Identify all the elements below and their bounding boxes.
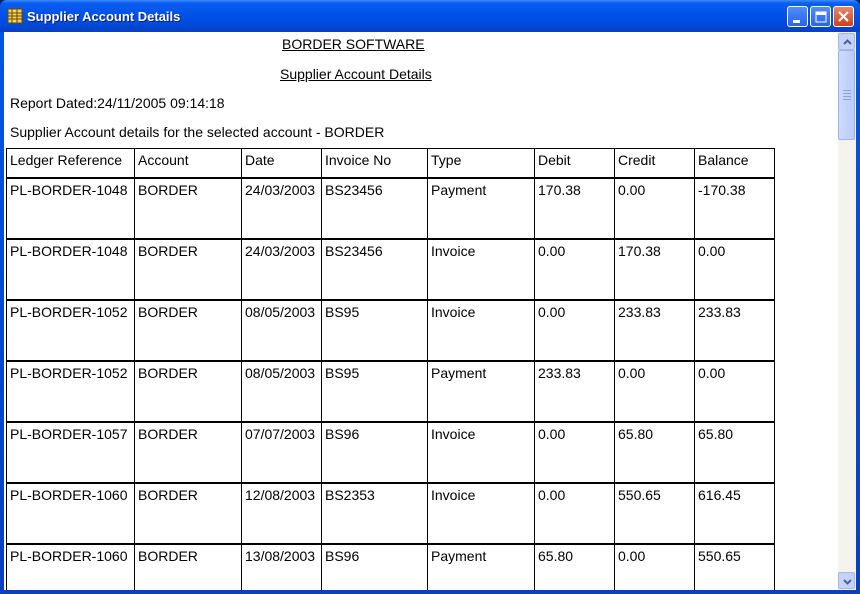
report-date-label: Report Dated: bbox=[10, 95, 98, 111]
cell-balance: 550.65 bbox=[695, 544, 775, 590]
thumb-grip-line bbox=[843, 96, 851, 97]
thumb-grip-line bbox=[843, 99, 851, 100]
scroll-down-button[interactable] bbox=[838, 572, 855, 589]
title-bar[interactable] bbox=[0, 0, 860, 32]
cell-invoice-no: BS95 bbox=[322, 300, 428, 361]
table-row bbox=[7, 422, 775, 483]
cell-ledger-reference: PL-BORDER-1048 bbox=[7, 239, 135, 300]
report-viewer bbox=[4, 32, 856, 590]
cell-debit: 0.00 bbox=[535, 483, 615, 544]
table-row bbox=[7, 178, 775, 239]
table-row bbox=[7, 483, 775, 544]
cell-type: Invoice bbox=[428, 422, 535, 483]
cell-invoice-no: BS23456 bbox=[322, 178, 428, 239]
cell-type: Payment bbox=[428, 178, 535, 239]
cell-debit: 0.00 bbox=[535, 300, 615, 361]
cell-ledger-reference: PL-BORDER-1052 bbox=[7, 361, 135, 422]
report-description: Supplier Account details for the selected account - BORDER bbox=[10, 124, 385, 140]
cell-account: BORDER bbox=[135, 239, 242, 300]
scroll-thumb[interactable] bbox=[838, 50, 855, 140]
cell-type: Invoice bbox=[428, 483, 535, 544]
column-header: Account bbox=[135, 149, 242, 179]
close-icon bbox=[834, 7, 855, 28]
table-row bbox=[7, 544, 775, 590]
cell-account: BORDER bbox=[135, 422, 242, 483]
scroll-up-button[interactable] bbox=[838, 33, 855, 50]
company-name: BORDER SOFTWARE bbox=[282, 36, 425, 52]
cell-credit: 0.00 bbox=[615, 544, 695, 590]
column-header: Balance bbox=[695, 149, 775, 179]
column-header: Type bbox=[428, 149, 535, 179]
thumb-grip-line bbox=[843, 93, 851, 94]
cell-debit: 0.00 bbox=[535, 239, 615, 300]
cell-debit: 0.00 bbox=[535, 422, 615, 483]
cell-balance: 0.00 bbox=[695, 239, 775, 300]
cell-date: 24/03/2003 bbox=[242, 239, 322, 300]
cell-invoice-no: BS96 bbox=[322, 422, 428, 483]
cell-account: BORDER bbox=[135, 300, 242, 361]
window-title: Supplier Account Details bbox=[27, 9, 181, 24]
cell-balance: 233.83 bbox=[695, 300, 775, 361]
cell-date: 24/03/2003 bbox=[242, 178, 322, 239]
cell-ledger-reference: PL-BORDER-1057 bbox=[7, 422, 135, 483]
column-header: Debit bbox=[535, 149, 615, 179]
cell-credit: 170.38 bbox=[615, 239, 695, 300]
report-page bbox=[4, 32, 838, 590]
close-button[interactable] bbox=[833, 6, 854, 27]
cell-date: 08/05/2003 bbox=[242, 300, 322, 361]
cell-credit: 0.00 bbox=[615, 178, 695, 239]
cell-credit: 550.65 bbox=[615, 483, 695, 544]
thumb-grip-line bbox=[843, 90, 851, 91]
cell-date: 13/08/2003 bbox=[242, 544, 322, 590]
scroll-track[interactable] bbox=[838, 140, 855, 572]
cell-type: Invoice bbox=[428, 239, 535, 300]
cell-credit: 65.80 bbox=[615, 422, 695, 483]
report-title: Supplier Account Details bbox=[280, 66, 432, 82]
cell-date: 12/08/2003 bbox=[242, 483, 322, 544]
cell-balance: 616.45 bbox=[695, 483, 775, 544]
cell-invoice-no: BS96 bbox=[322, 544, 428, 590]
spreadsheet-icon bbox=[7, 8, 23, 24]
column-header: Ledger Reference bbox=[7, 149, 135, 179]
cell-date: 08/05/2003 bbox=[242, 361, 322, 422]
minimize-icon bbox=[788, 7, 809, 28]
ledger-table bbox=[6, 148, 775, 590]
cell-ledger-reference: PL-BORDER-1052 bbox=[7, 300, 135, 361]
cell-date: 07/07/2003 bbox=[242, 422, 322, 483]
cell-balance: 0.00 bbox=[695, 361, 775, 422]
cell-ledger-reference: PL-BORDER-1060 bbox=[7, 483, 135, 544]
cell-ledger-reference: PL-BORDER-1060 bbox=[7, 544, 135, 590]
cell-invoice-no: BS95 bbox=[322, 361, 428, 422]
table-row bbox=[7, 361, 775, 422]
cell-credit: 233.83 bbox=[615, 300, 695, 361]
maximize-button[interactable] bbox=[810, 6, 831, 27]
chevron-down-icon bbox=[839, 573, 856, 590]
vertical-scrollbar[interactable] bbox=[838, 32, 856, 590]
cell-type: Payment bbox=[428, 544, 535, 590]
cell-type: Invoice bbox=[428, 300, 535, 361]
cell-invoice-no: BS2353 bbox=[322, 483, 428, 544]
chevron-up-icon bbox=[839, 34, 856, 51]
report-date-value: 24/11/2005 09:14:18 bbox=[97, 95, 225, 111]
cell-debit: 233.83 bbox=[535, 361, 615, 422]
cell-credit: 0.00 bbox=[615, 361, 695, 422]
cell-ledger-reference: PL-BORDER-1048 bbox=[7, 178, 135, 239]
column-header: Credit bbox=[615, 149, 695, 179]
cell-type: Payment bbox=[428, 361, 535, 422]
cell-account: BORDER bbox=[135, 178, 242, 239]
cell-account: BORDER bbox=[135, 361, 242, 422]
cell-account: BORDER bbox=[135, 544, 242, 590]
cell-debit: 65.80 bbox=[535, 544, 615, 590]
table-row bbox=[7, 300, 775, 361]
column-header: Invoice No bbox=[322, 149, 428, 179]
cell-balance: 65.80 bbox=[695, 422, 775, 483]
cell-account: BORDER bbox=[135, 483, 242, 544]
column-header: Date bbox=[242, 149, 322, 179]
minimize-button[interactable] bbox=[787, 6, 808, 27]
maximize-icon bbox=[811, 7, 832, 28]
table-row bbox=[7, 239, 775, 300]
report-date bbox=[10, 95, 225, 111]
cell-debit: 170.38 bbox=[535, 178, 615, 239]
table-header-row bbox=[7, 149, 775, 179]
cell-invoice-no: BS23456 bbox=[322, 239, 428, 300]
cell-balance: -170.38 bbox=[695, 178, 775, 239]
